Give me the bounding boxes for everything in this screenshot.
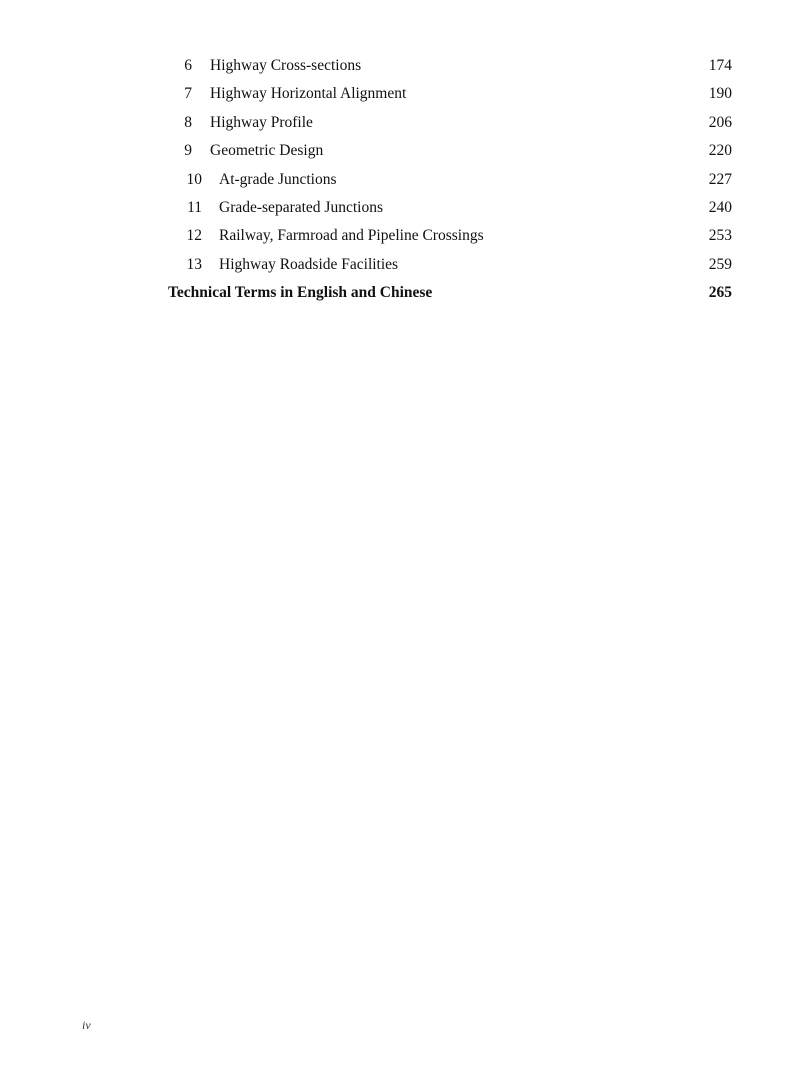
toc-entry-number: 8 [184,113,192,131]
toc-entry-number: 10 [186,170,202,188]
toc-entry-page: 253 [708,227,732,245]
toc-entry-number: 9 [184,142,192,160]
toc-entry-12[interactable] [168,222,732,250]
toc-entry-technical-terms[interactable] [168,279,732,307]
toc-entry-7[interactable] [168,80,732,108]
toc-entry-title: Highway Profile [210,113,313,131]
toc-entry-title: Highway Roadside Facilities [219,255,399,273]
page-folio: iv [82,1018,91,1032]
toc-entry-title: Technical Terms in English and Chinese [168,284,433,302]
toc-entry-title: Geometric Design [210,142,324,160]
toc-entry-title: Highway Cross-sections [210,57,362,74]
toc-entry-number: 13 [186,255,202,273]
toc-entry-9[interactable] [168,137,732,165]
toc-entry-page: 265 [708,284,732,302]
toc-entry-page: 240 [708,198,732,216]
table-of-contents [168,52,732,308]
toc-entry-page: 174 [708,57,732,74]
toc-entry-page: 220 [708,142,732,160]
toc-entry-6[interactable] [168,52,732,80]
toc-entry-8[interactable] [168,109,732,137]
toc-entry-page: 190 [708,85,732,103]
toc-entry-number: 7 [184,85,192,103]
toc-entry-page: 259 [708,255,732,273]
toc-entry-11[interactable] [168,194,732,222]
toc-entry-number: 12 [186,227,202,245]
toc-entry-10[interactable] [168,166,732,194]
toc-entry-title: Railway, Farmroad and Pipeline Crossings [219,227,484,245]
toc-entry-page: 206 [708,113,732,131]
toc-entry-title: At-grade Junctions [219,170,337,188]
toc-entry-number: 11 [187,198,202,216]
toc-entry-page: 227 [708,170,732,188]
toc-entry-title: Highway Horizontal Alignment [210,85,407,103]
toc-entry-number: 6 [184,57,192,74]
toc-entry-title: Grade-separated Junctions [219,198,383,216]
toc-entry-13[interactable] [168,251,732,279]
